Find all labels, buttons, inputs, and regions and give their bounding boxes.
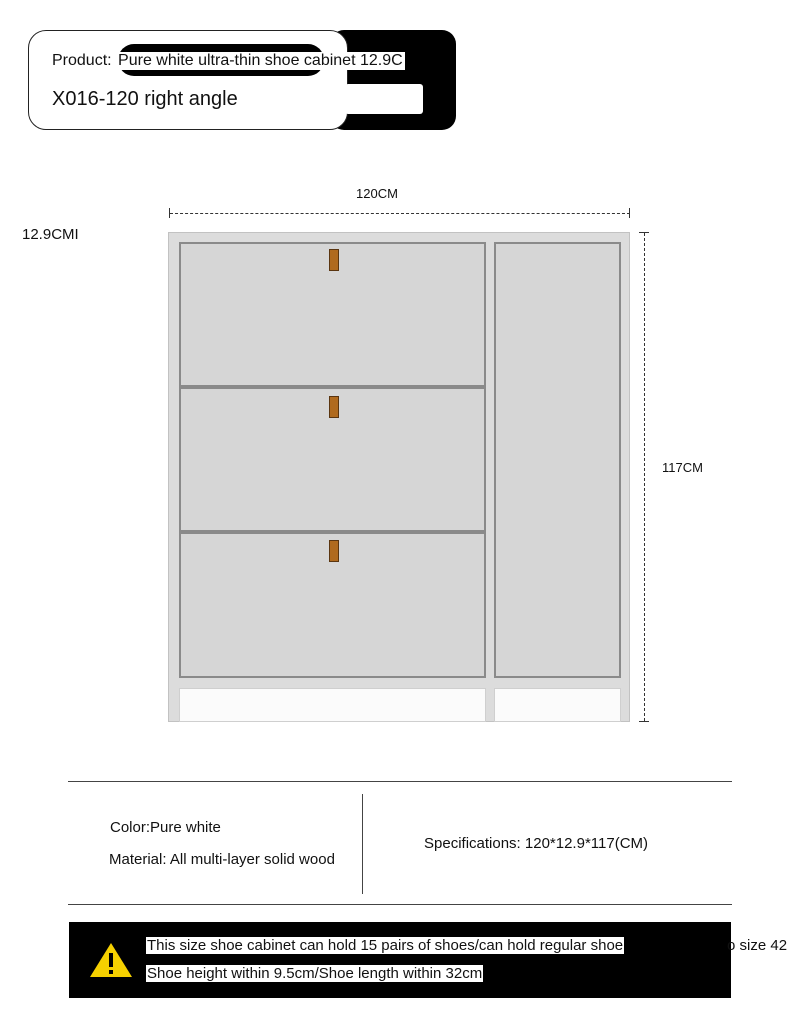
side-door <box>494 242 621 678</box>
shoe-cabinet-illustration <box>168 232 630 722</box>
width-tick-right <box>629 208 630 218</box>
header-notch <box>345 84 423 114</box>
product-name: Pure white ultra-thin shoe cabinet 12.9C <box>118 52 403 69</box>
height-label: 117CM <box>662 460 703 475</box>
material-spec: Material: All multi-layer solid wood <box>109 851 335 868</box>
product-line <box>52 52 405 70</box>
notice-line-1: This size shoe cabinet can hold 15 pairs of shoes/can hold regular shoe <box>147 937 624 954</box>
height-tick-top <box>639 232 649 233</box>
base-opening-left <box>179 688 486 722</box>
width-dimension-line <box>170 213 630 214</box>
spec-bottom-rule <box>68 904 732 905</box>
spec-divider <box>362 794 363 894</box>
notice-line-1-tail: o size 42 <box>727 937 788 954</box>
handle-middle <box>329 396 339 418</box>
base-opening-right <box>494 688 621 722</box>
width-label: 120CM <box>356 186 398 201</box>
height-tick-bottom <box>639 721 649 722</box>
product-label: Product: <box>52 52 112 69</box>
handle-top <box>329 249 339 271</box>
height-dimension-line <box>644 233 645 721</box>
dimensions-spec: Specifications: 120*12.9*117(CM) <box>424 835 649 852</box>
depth-label: 12.9CMI <box>22 226 79 243</box>
model-line: X016-120 right angle <box>52 88 238 110</box>
handle-bottom <box>329 540 339 562</box>
spec-top-rule <box>68 781 732 782</box>
header-black-block <box>330 30 456 130</box>
notice-line-2: Shoe height within 9.5cm/Shoe length within 32cm <box>147 965 483 982</box>
warning-icon <box>89 942 133 978</box>
width-tick-left <box>169 208 170 218</box>
color-spec: Color:Pure white <box>110 819 221 836</box>
notice-bar <box>69 922 731 998</box>
